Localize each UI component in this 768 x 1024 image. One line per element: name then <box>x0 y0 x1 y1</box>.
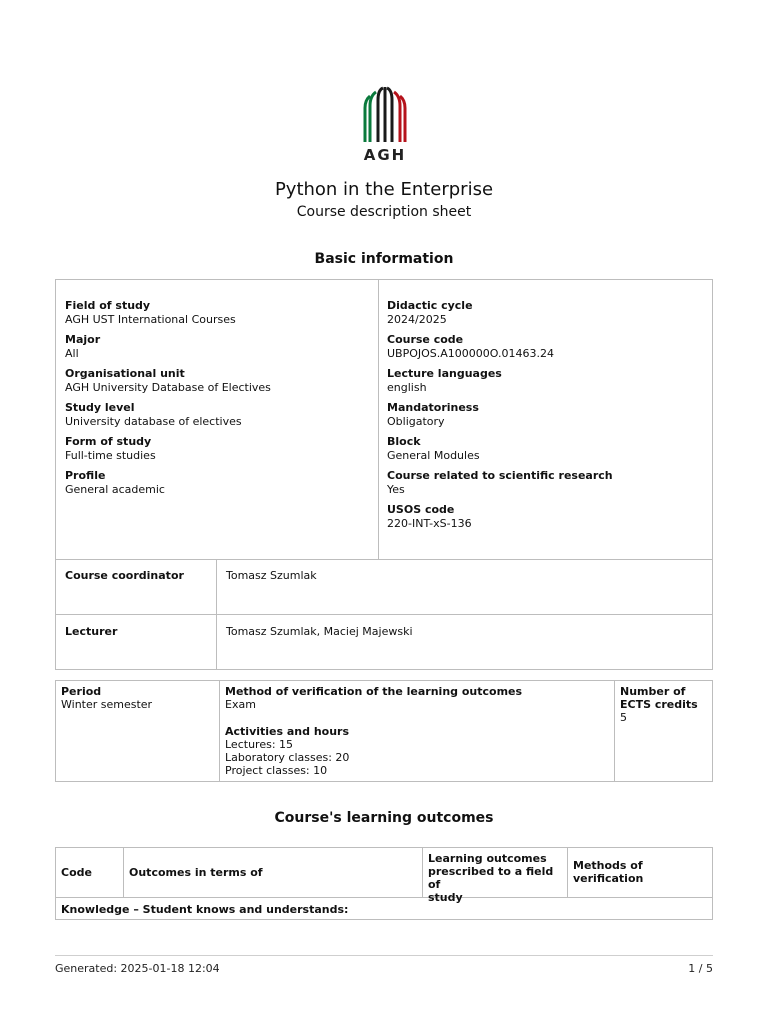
generated-timestamp: Generated: 2025-01-18 12:04 <box>55 962 220 975</box>
field-of-study: Field of study AGH UST International Courses <box>65 299 236 326</box>
mandatoriness: Mandatoriness Obligatory <box>387 401 479 428</box>
lecturer-label: Lecturer <box>65 625 118 638</box>
didactic-cycle: Didactic cycle 2024/2025 <box>387 299 473 326</box>
lecture-languages: Lecture languages english <box>387 367 502 394</box>
study-level: Study level University database of electives <box>65 401 242 428</box>
column-divider <box>422 848 423 897</box>
usos-code: USOS code 220-INT-xS-136 <box>387 503 472 530</box>
right-fields <box>387 299 707 537</box>
period-value: Winter semester <box>61 698 153 711</box>
agh-logo-text: AGH <box>363 146 407 164</box>
course-subtitle: Course description sheet <box>296 204 472 220</box>
knowledge-row: Knowledge – Student knows and understands: <box>61 903 349 916</box>
activity-item: Project classes: 10 <box>225 764 328 777</box>
ects-label: ECTS credits <box>620 698 698 711</box>
course-code: Course code UBPOJOS.A100000O.01463.24 <box>387 333 554 360</box>
column-divider <box>378 280 379 559</box>
column-header-prescribed: Learning outcomes prescribed to a field of study <box>428 852 554 904</box>
page-number: 1 / 5 <box>688 962 713 975</box>
course-coordinator-value: Tomasz Szumlak <box>226 569 317 582</box>
profile: Profile General academic <box>65 469 165 496</box>
column-header-outcomes: Outcomes in terms of <box>129 866 263 879</box>
column-divider <box>614 681 615 781</box>
left-fields <box>65 299 370 503</box>
period-label: Period <box>61 685 102 698</box>
course-title: Python in the Enterprise <box>274 179 494 200</box>
method-value: Exam <box>225 698 256 711</box>
activity-item: Lectures: 15 <box>225 738 294 751</box>
block: Block General Modules <box>387 435 480 462</box>
activities-label: Activities and hours <box>225 725 350 738</box>
learning-outcomes-heading: Course's learning outcomes <box>274 810 494 826</box>
footer-divider <box>55 955 713 956</box>
row-divider <box>56 897 712 898</box>
period-table <box>55 680 713 782</box>
form-of-study: Form of study Full-time studies <box>65 435 156 462</box>
learning-outcomes-table <box>55 847 713 920</box>
basic-information-heading: Basic information <box>314 251 454 267</box>
scientific-research: Course related to scientific research Yes <box>387 469 613 496</box>
ects-cell <box>620 685 710 724</box>
major: Major All <box>65 333 101 360</box>
agh-logo-icon <box>359 86 411 144</box>
row-divider <box>56 614 712 615</box>
column-header-code: Code <box>61 866 92 879</box>
period-cell <box>61 685 211 711</box>
method-cell <box>225 685 610 777</box>
ects-label: Number of <box>620 685 686 698</box>
method-label: Method of verification of the learning outcomes <box>225 685 523 698</box>
column-divider <box>219 681 220 781</box>
column-header-methods: Methods of verification <box>573 859 644 885</box>
course-coordinator-label: Course coordinator <box>65 569 184 582</box>
column-divider <box>216 559 217 669</box>
agh-logo <box>359 86 411 164</box>
activity-item: Laboratory classes: 20 <box>225 751 350 764</box>
column-divider <box>123 848 124 897</box>
basic-information-table <box>55 279 713 670</box>
ects-value: 5 <box>620 711 627 724</box>
lecturer-value: Tomasz Szumlak, Maciej Majewski <box>226 625 413 638</box>
row-divider <box>56 559 712 560</box>
organisational-unit: Organisational unit AGH University Database of Electives <box>65 367 271 394</box>
